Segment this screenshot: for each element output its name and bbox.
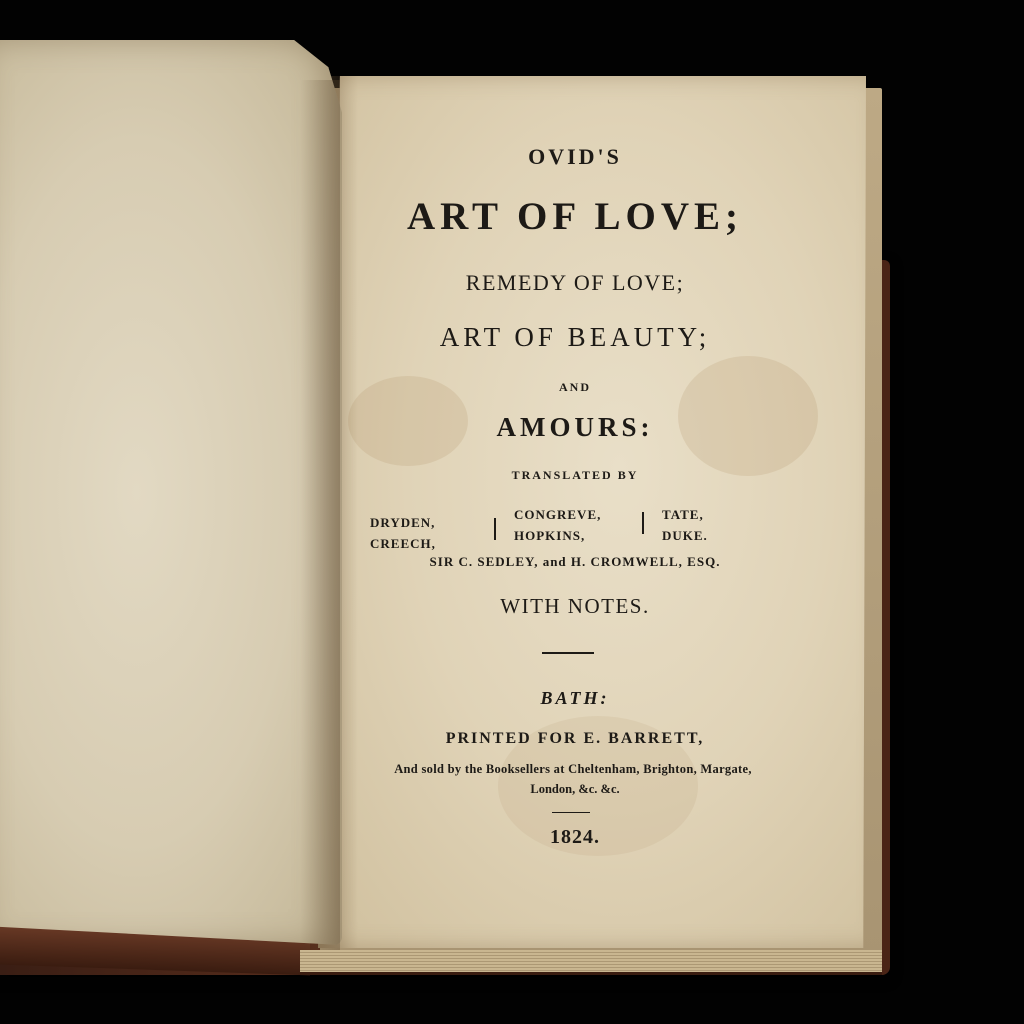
page-stack-edge: [300, 950, 882, 975]
conjunction: AND: [559, 380, 591, 394]
subtitle-beauty: ART OF BEAUTY;: [439, 322, 711, 352]
translator-name: TATE,: [662, 507, 704, 522]
imprint-place: BATH:: [540, 688, 610, 708]
imprint-year: 1824.: [550, 826, 600, 848]
main-title: ART OF LOVE;: [407, 195, 743, 238]
imprint-sold-by-cont: London, &c. &c.: [530, 782, 620, 796]
left-page-curl-shadow: [300, 80, 340, 950]
decorative-rule: [552, 812, 590, 813]
blank-left-page: [0, 40, 342, 945]
translators-block: [370, 504, 790, 551]
translators-extra: SIR C. SEDLEY, and H. CROMWELL, ESQ.: [429, 554, 721, 569]
translator-name: CREECH,: [370, 536, 436, 551]
translator-name: CONGREVE,: [514, 507, 602, 522]
column-divider: [494, 518, 496, 540]
author-line: OVID'S: [528, 144, 622, 169]
translators-col-3: [662, 504, 708, 546]
translators-col-2: [514, 504, 601, 546]
translator-name: HOPKINS,: [514, 528, 586, 543]
translator-name: DUKE.: [662, 528, 708, 543]
imprint-printer: PRINTED FOR E. BARRETT,: [445, 730, 705, 747]
translator-name: DRYDEN,: [370, 515, 436, 530]
decorative-rule: [542, 652, 594, 654]
subtitle-remedy: REMEDY OF LOVE;: [465, 270, 685, 295]
with-notes: WITH NOTES.: [500, 594, 650, 618]
title-page-text: [340, 130, 810, 870]
column-divider: [642, 512, 644, 534]
translated-by: TRANSLATED BY: [511, 468, 639, 482]
subtitle-amours: AMOURS:: [496, 412, 654, 442]
translators-col-1: [370, 512, 436, 554]
imprint-sold-by: And sold by the Booksellers at Cheltenham, Brighton, Margate,: [394, 762, 752, 776]
